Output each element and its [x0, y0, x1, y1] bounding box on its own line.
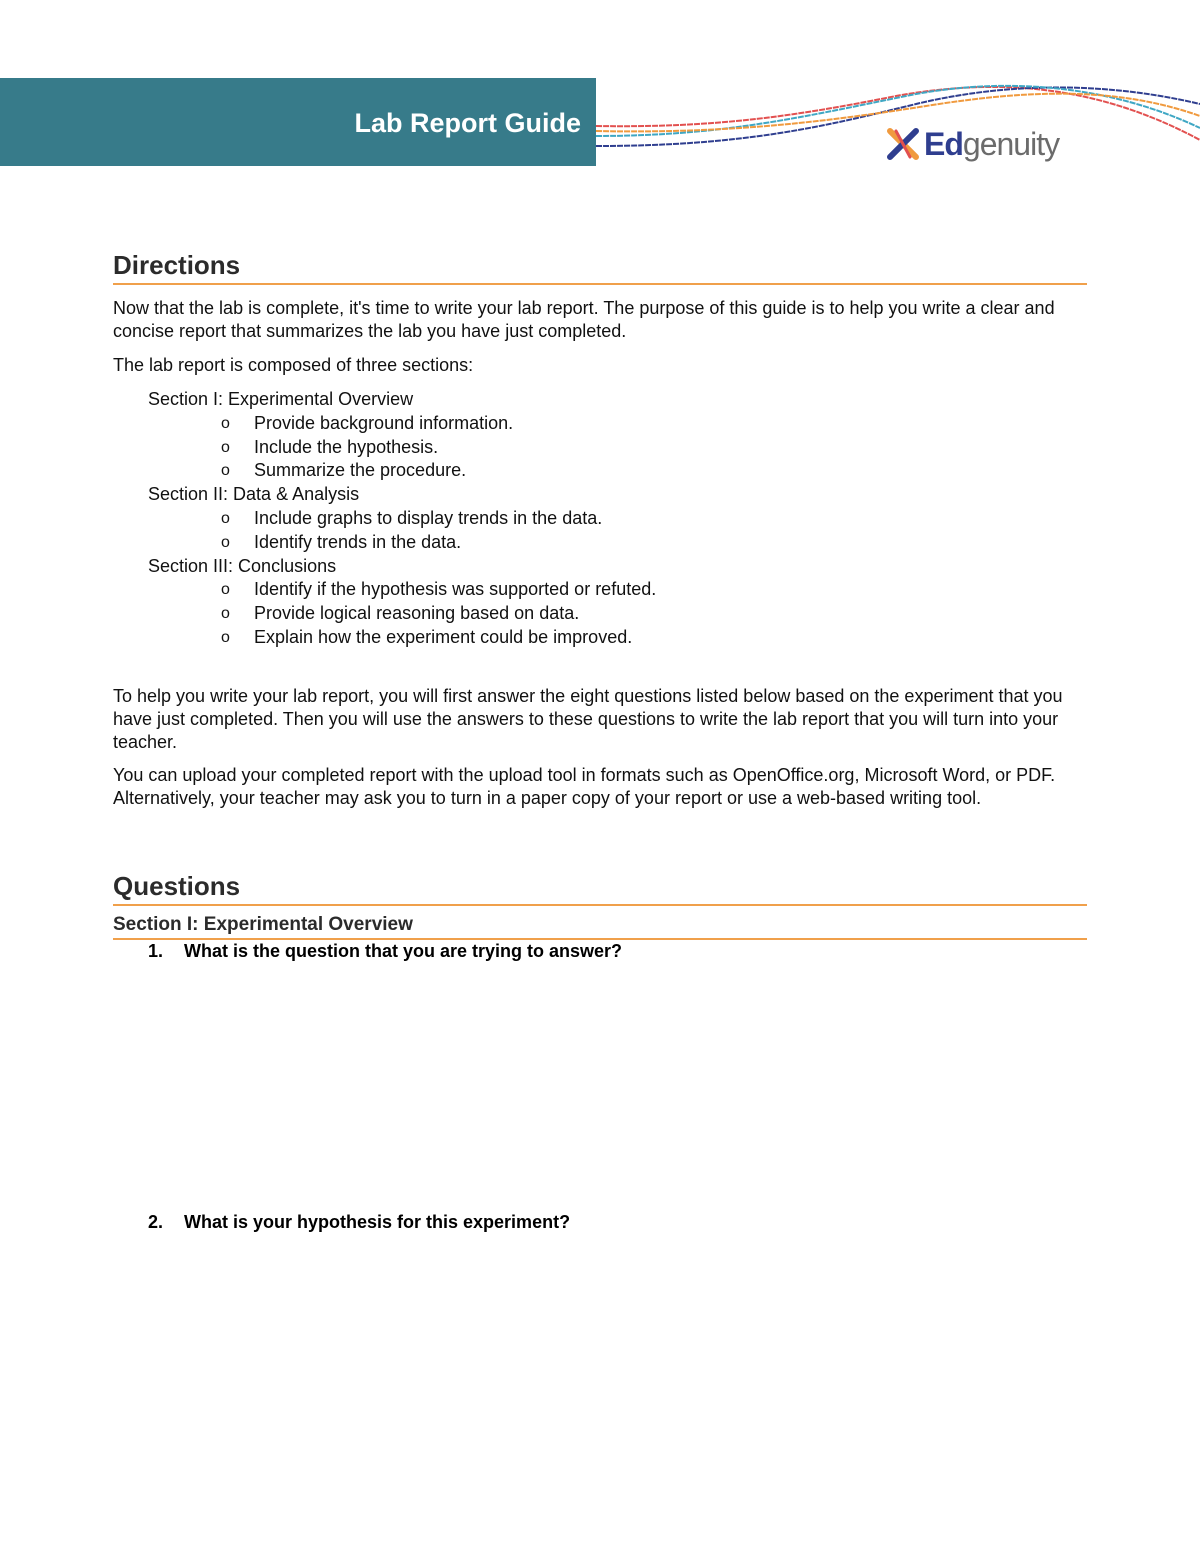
- list-item: [148, 626, 656, 650]
- composition-text: The lab report is composed of three sections:: [113, 355, 474, 375]
- upload-text: You can upload your completed report with the upload tool in formats such as OpenOffice.org, Microsoft Word, or PDF. Alternatively, your teacher may ask you to turn in a paper copy of your report or use a web-based writing tool.: [113, 765, 1056, 808]
- list-item-text: Summarize the procedure.: [254, 460, 467, 481]
- section-label: Section III: Conclusions: [148, 555, 337, 576]
- questions-heading: Questions: [113, 871, 1087, 906]
- bullet-icon: o: [221, 581, 230, 599]
- list-item-text: Include graphs to display trends in the data.: [254, 507, 603, 528]
- logo-wordmark: [924, 124, 1059, 164]
- list-item: [148, 507, 656, 531]
- page-title: Lab Report Guide: [354, 108, 581, 138]
- bullet-icon: o: [221, 628, 230, 646]
- list-item-text: Provide logical reasoning based on data.: [254, 603, 580, 624]
- list-item-text: Include the hypothesis.: [254, 436, 439, 457]
- list-item-text: Identify if the hypothesis was supported or refuted.: [254, 579, 657, 600]
- list-item: [148, 412, 656, 436]
- bullet-icon: o: [221, 533, 230, 551]
- bullet-icon: o: [221, 605, 230, 623]
- x-mark-icon: [886, 127, 920, 161]
- logo-text-genuity: genuity: [962, 126, 1060, 162]
- list-item: [148, 578, 656, 602]
- question-text: What is your hypothesis for this experiment?: [184, 1212, 571, 1232]
- list-item-text: Identify trends in the data.: [254, 531, 462, 552]
- bullet-icon: o: [221, 438, 230, 456]
- help-text: To help you write your lab report, you will first answer the eight questions listed below based on the experiment that you have just completed. Then you will use the answers to these questions to write the lab report that you will turn into your teacher.: [113, 686, 1063, 752]
- section-label: Section II: Data & Analysis: [148, 484, 360, 505]
- edgenuity-logo: [886, 124, 1059, 164]
- question-2: [148, 1212, 570, 1233]
- question-number: 1.: [148, 941, 164, 961]
- logo-text-ed: Ed: [924, 126, 963, 162]
- question-1: [148, 941, 622, 962]
- list-item: [148, 459, 656, 483]
- bullet-icon: o: [221, 509, 230, 527]
- subsection-heading: Section I: Experimental Overview: [113, 912, 1087, 940]
- bullet-icon: o: [221, 414, 230, 432]
- list-item-text: Explain how the experiment could be improved.: [254, 626, 633, 647]
- list-item: [148, 531, 656, 555]
- directions-intro: Now that the lab is complete, it's time to write your lab report. The purpose of this guide is to help you write a clear and concise report that summarizes the lab you have just completed.: [113, 298, 1055, 341]
- section-label: Section I: Experimental Overview: [148, 389, 414, 409]
- sections-list: [148, 388, 656, 650]
- bullet-icon: o: [221, 462, 230, 480]
- question-text: What is the question that you are trying to answer?: [184, 941, 623, 961]
- header-banner: [0, 78, 596, 166]
- list-item: [148, 436, 656, 460]
- list-item: [148, 602, 656, 626]
- list-item-text: Provide background information.: [254, 412, 514, 433]
- question-number: 2.: [148, 1212, 164, 1232]
- directions-heading: Directions: [113, 250, 1087, 285]
